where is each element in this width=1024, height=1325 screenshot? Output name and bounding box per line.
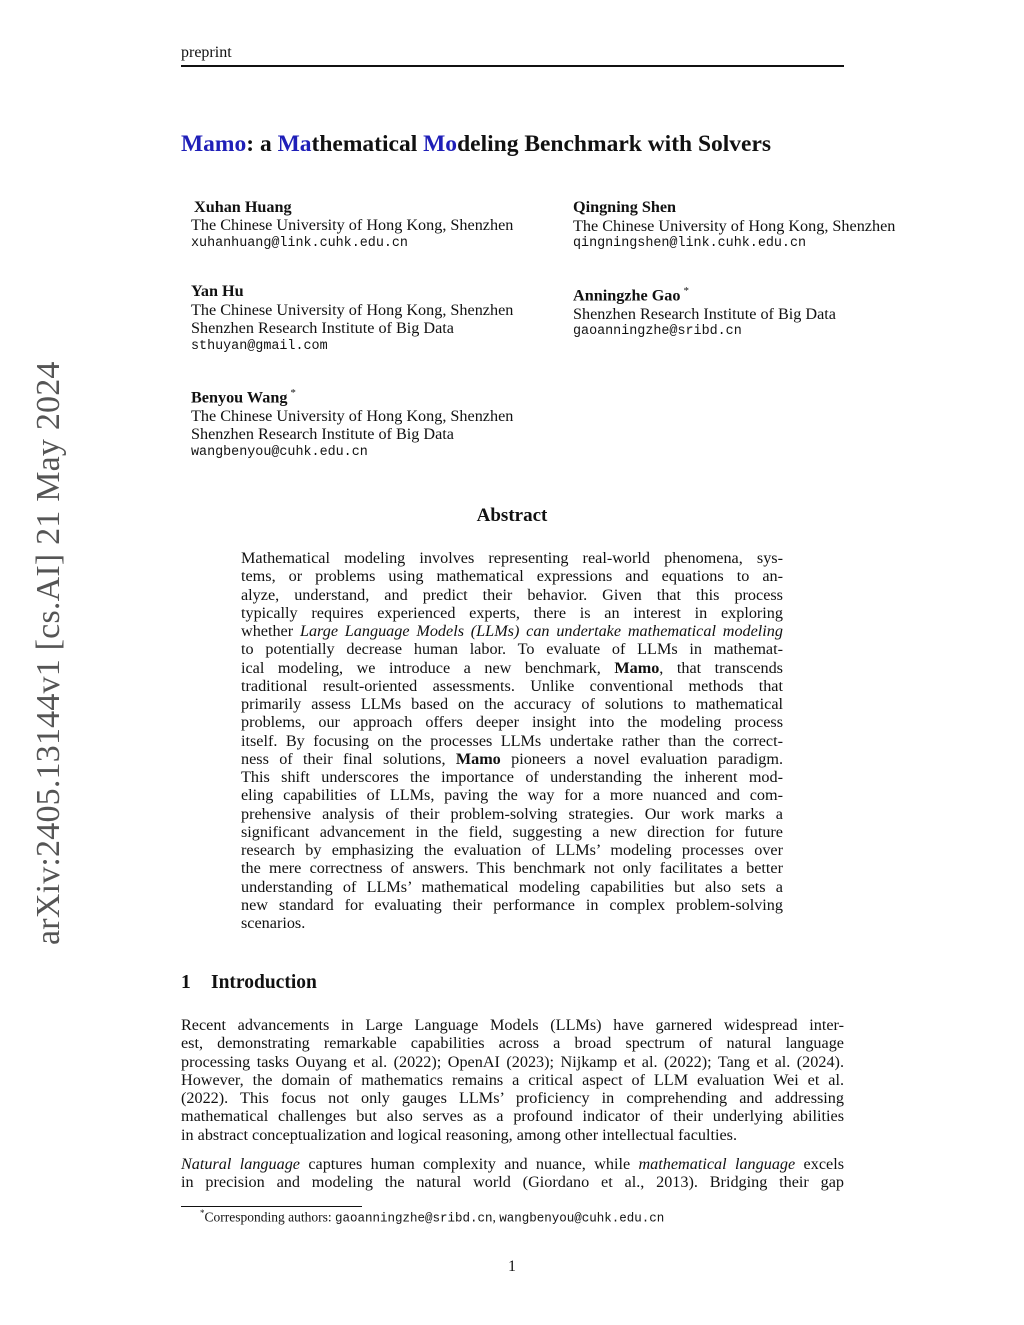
corresponding-mark: * xyxy=(290,387,296,399)
abstract-line: ical modeling, we introduce a new benchmark, Mamo, that transcends xyxy=(241,658,783,677)
author-block xyxy=(191,384,513,462)
page-number: 1 xyxy=(508,1258,516,1275)
author-email: qingningshen@link.cuhk.edu.cn xyxy=(573,236,807,251)
author-affiliation: The Chinese University of Hong Kong, Shenzhen xyxy=(191,300,514,319)
section-heading xyxy=(181,972,317,994)
paper-title xyxy=(181,131,771,158)
author-block xyxy=(191,282,513,356)
title-text: deling Benchmark with Solvers xyxy=(457,131,772,157)
footnote-mark: * xyxy=(200,1208,205,1218)
section-title: Introduction xyxy=(211,972,317,993)
footnote xyxy=(200,1208,664,1226)
abstract-line: new standard for evaluating their performance in complex problem-solving xyxy=(241,895,783,914)
emphasis-text: Large Language Models (LLMs) can undertake mathematical modeling xyxy=(299,622,783,640)
abstract-line: to potentially decrease human labor. To evaluate of LLMs in mathemat- xyxy=(241,640,783,659)
footnote-email: wangbenyou@cuhk.edu.cn xyxy=(499,1211,665,1226)
abstract-line: scenarios. xyxy=(241,914,306,932)
abstract-line: tems, or problems using mathematical expressions and equations to an- xyxy=(241,567,783,586)
author-name: Qingning Shen xyxy=(573,198,677,216)
author-email: wangbenyou@cuhk.edu.cn xyxy=(191,444,368,460)
paragraph-line: mathematical challenges but also serves as a profound indicator of their underlying abilities xyxy=(181,1107,844,1126)
abstract-line: typically requires experienced experts, there is an interest in exploring xyxy=(241,603,783,622)
author-affiliation: Shenzhen Research Institute of Big Data xyxy=(191,425,454,444)
author-email: sthuyan@gmail.com xyxy=(191,338,328,354)
running-header: preprint xyxy=(181,44,232,61)
paragraph-line: (2022). This focus not only gauges LLMs’ proficiency in comprehending and addressing xyxy=(181,1089,844,1107)
abstract-line: prehensive analysis of their problem-solving strategies. Our work marks a xyxy=(241,804,783,823)
abstract-line: ness of their final solutions, Mamo pioneers a novel evaluation paradigm. xyxy=(241,749,783,768)
title-text: thematical xyxy=(311,131,424,157)
title-highlight: Ma xyxy=(277,131,312,157)
bold-text: Mamo xyxy=(614,658,660,677)
author-affiliation: The Chinese University of Hong Kong, Shenzhen xyxy=(573,216,896,235)
abstract-line: itself. By focusing on the processes LLMs undertake rather than the correct- xyxy=(241,731,783,750)
author-affiliation: Shenzhen Research Institute of Big Data xyxy=(191,319,454,337)
abstract-line: the mere correctness of answers. This benchmark not only facilitates a better xyxy=(241,859,783,878)
header-rule xyxy=(181,65,844,67)
author-block xyxy=(573,282,836,342)
author-block xyxy=(573,198,895,254)
intro-paragraph xyxy=(181,1016,844,1144)
footnote-text: Corresponding authors: xyxy=(204,1209,335,1225)
body-text: excels xyxy=(795,1155,844,1173)
arxiv-stamp: arXiv:2405.13144v1 [cs.AI] 21 May 2024 xyxy=(30,361,67,945)
author-block xyxy=(194,198,292,217)
author-name: Xuhan Huang xyxy=(194,198,292,216)
paragraph-line: in abstract conceptualization and logical reasoning, among other intellectual faculties. xyxy=(181,1125,738,1144)
author-block xyxy=(191,216,513,253)
emphasis-text: mathematical language xyxy=(638,1155,796,1173)
abstract-line: eling capabilities of LLMs, paving the way for a more nuanced and com- xyxy=(241,786,783,805)
footnote-rule xyxy=(181,1206,362,1207)
abstract-line: significant advancement in the field, suggesting a new direction for future xyxy=(241,822,783,841)
title-highlight: Mo xyxy=(423,131,458,157)
abstract-heading: Abstract xyxy=(476,505,548,526)
author-affiliation: The Chinese University of Hong Kong, Shenzhen xyxy=(191,406,514,425)
title-highlight: Mamo xyxy=(181,131,247,157)
abstract-line: Mathematical modeling involves representing real-world phenomena, sys- xyxy=(241,549,783,567)
corresponding-mark: * xyxy=(683,285,689,297)
author-email: gaoanningzhe@sribd.cn xyxy=(573,324,742,340)
author-email: xuhanhuang@link.cuhk.edu.cn xyxy=(191,235,408,251)
author-affiliation: Shenzhen Research Institute of Big Data xyxy=(573,304,836,323)
paragraph-line: processing tasks Ouyang et al. (2022); OpenAI (2023); Nijkamp et al. (2022); Tang et al. (2024). xyxy=(181,1052,844,1071)
paragraph-line: in precision and modeling the natural world (Giordano et al., 2013). Bridging their gap xyxy=(181,1173,844,1192)
title-text: : a xyxy=(246,131,278,157)
author-affiliation: The Chinese University of Hong Kong, Shenzhen xyxy=(191,216,514,234)
abstract-line: understanding of LLMs’ mathematical modeling capabilities but also sets a xyxy=(241,877,783,896)
author-name: Benyou Wang xyxy=(191,388,288,407)
author-name: Anningzhe Gao xyxy=(573,286,681,305)
abstract-line: whether Large Language Models (LLMs) can undertake mathematical modeling xyxy=(241,622,783,640)
abstract-line: alyze, understand, and predict their behavior. Given that this process xyxy=(241,585,783,604)
footnote-email: gaoanningzhe@sribd.cn xyxy=(335,1211,493,1226)
emphasis-text: Natural language xyxy=(181,1155,300,1173)
abstract-line: This shift underscores the importance of understanding the inherent mod- xyxy=(241,768,783,786)
abstract-line: research by emphasizing the evaluation of LLMs’ modeling processes over xyxy=(241,841,783,859)
bold-text: Mamo xyxy=(455,749,501,768)
author-name: Yan Hu xyxy=(191,282,244,300)
intro-paragraph xyxy=(181,1155,844,1192)
section-number: 1 xyxy=(181,972,191,993)
paragraph-line: est, demonstrating remarkable capabilities across a broad spectrum of natural language xyxy=(181,1034,844,1053)
paragraph-line: However, the domain of mathematics remains a critical aspect of LLM evaluation Wei et al. xyxy=(181,1070,844,1089)
abstract-line: traditional result-oriented assessments. Unlike conventional methods that xyxy=(241,676,783,695)
paragraph-line xyxy=(181,1155,844,1173)
abstract-line: problems, our approach offers deeper insight into the modeling process xyxy=(241,713,783,732)
abstract-body xyxy=(241,549,783,932)
abstract-line: primarily assess LLMs based on the accuracy of solutions to mathematical xyxy=(241,695,783,713)
footnote-text: , xyxy=(492,1209,500,1225)
body-text: captures human complexity and nuance, while xyxy=(299,1155,639,1173)
paragraph-line: Recent advancements in Large Language Models (LLMs) have garnered widespread inter- xyxy=(181,1016,844,1034)
